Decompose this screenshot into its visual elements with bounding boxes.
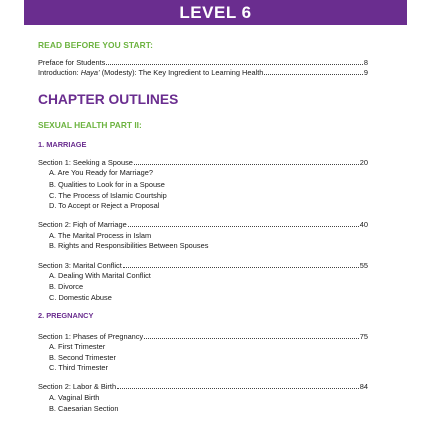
toc-section-phases-pregnancy[interactable] [38,331,368,341]
level-title: LEVEL 6 [179,2,252,22]
toc-section-fiqh-marriage[interactable] [38,219,368,229]
read-before-heading: READ BEFORE YOU START: [38,40,153,50]
toc-subitem: A. The Marital Process in Islam [49,231,152,240]
dot-leader [134,164,359,165]
dot-leader [106,64,363,65]
toc-subitem: C. The Process of Islamic Courtship [49,191,167,200]
toc-section-page: 84 [359,382,368,391]
level-banner [24,0,407,25]
toc-subitem: A. Are You Ready for Marriage? [49,168,153,177]
toc-section-title: Section 2: Labor & Birth [38,382,117,391]
toc-subitem: C. Third Trimester [49,363,108,372]
toc-entry-page: 9 [363,68,368,77]
toc-entry-title: Preface for Students [38,58,106,67]
toc-entry-preface[interactable] [38,57,368,67]
toc-section-page: 75 [359,332,368,341]
toc-section-title: Section 1: Seeking a Spouse [38,158,133,167]
toc-entry-introduction[interactable] [38,67,368,77]
title-italic: Haya’ [80,68,100,77]
toc-subitem: B. Rights and Responsibilities Between Spouses [49,241,209,250]
toc-subitem: A. Vaginal Birth [49,393,100,402]
toc-section-labor-birth[interactable] [38,381,368,391]
toc-entry-page: 8 [363,58,368,67]
toc-subitem: C. Domestic Abuse [49,293,112,302]
toc-subitem: B. Caesarian Section [49,404,119,413]
dot-leader [144,338,359,339]
toc-section-marital-conflict[interactable] [38,260,368,270]
dot-leader [264,74,362,75]
unit-heading-marriage: 1. MARRIAGE [38,140,87,149]
toc-subitem: D. To Accept or Reject a Proposal [49,201,160,210]
toc-section-page: 40 [359,220,368,229]
unit-heading-pregnancy: 2. PREGNANCY [38,311,94,320]
toc-section-seeking-spouse[interactable] [38,157,368,167]
toc-subitem: A. First Trimester [49,342,106,351]
chapter-outlines-title: CHAPTER OUTLINES [38,92,179,107]
toc-subitem: A. Dealing With Marital Conflict [49,271,151,280]
toc-subitem: B. Divorce [49,282,84,291]
toc-section-page: 20 [359,158,368,167]
toc-subitem: B. Second Trimester [49,353,116,362]
toc-section-title: Section 2: Fiqh of Marriage [38,220,127,229]
title-suffix: (Modesty): The Key Ingredient to Learning Health [99,68,264,77]
toc-entry-title [38,68,263,77]
part-heading: SEXUAL HEALTH PART II: [38,120,142,130]
toc-section-title: Section 1: Phases of Pregnancy [38,332,144,341]
toc-section-page: 55 [359,261,368,270]
toc-section-title: Section 3: Marital Conflict [38,261,122,270]
toc-subitem: B. Qualities to Look for in a Spouse [49,180,165,189]
dot-leader [117,388,359,389]
title-prefix: Introduction: [38,68,81,77]
dot-leader [123,267,359,268]
dot-leader [128,226,359,227]
